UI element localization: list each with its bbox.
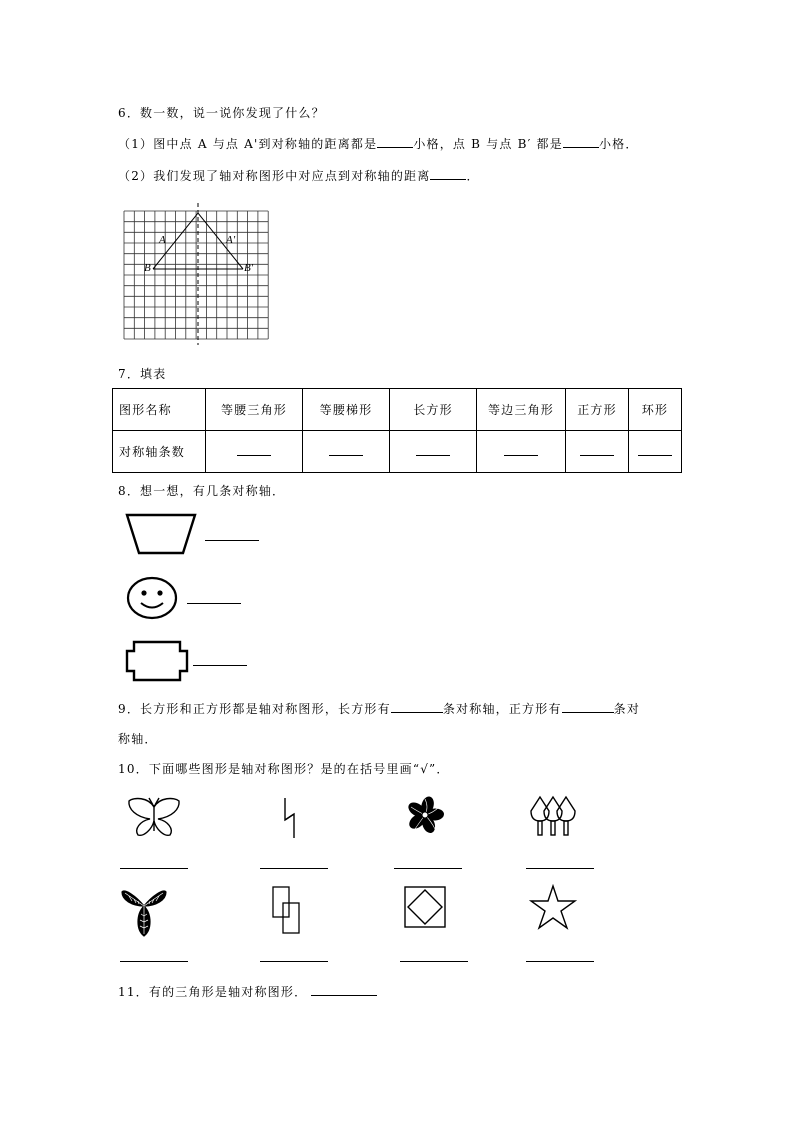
q7-answer-cell[interactable] bbox=[566, 431, 629, 473]
q6-part2-text-a: （2）我们发现了轴对称图形中对应点到对称轴的距离 bbox=[118, 169, 431, 183]
q7-header-cell: 等边三角形 bbox=[477, 389, 566, 431]
q6-part1-text-b: 小格，点 B 与点 B′ 都是 bbox=[413, 137, 563, 151]
q10-answer-blank-4[interactable] bbox=[526, 868, 594, 869]
q10-answer-blank-6[interactable] bbox=[260, 961, 328, 962]
q9-answer-blank-2[interactable] bbox=[562, 711, 614, 713]
q7-header-cell: 等腰三角形 bbox=[206, 389, 303, 431]
q6-answer-blank-1[interactable] bbox=[377, 146, 413, 148]
q7-answer-blank[interactable] bbox=[638, 445, 672, 456]
q6-title: 6．数一数，说一说你发现了什么？ bbox=[118, 106, 325, 120]
q7-answer-cell[interactable] bbox=[629, 431, 682, 473]
q7-header-cell: 正方形 bbox=[566, 389, 629, 431]
q7-answer-blank[interactable] bbox=[237, 445, 271, 456]
q9-text-a: 9．长方形和正方形都是轴对称图形，长方形有 bbox=[118, 702, 391, 716]
q7-header-cell: 环形 bbox=[629, 389, 682, 431]
q6-grid-figure bbox=[122, 203, 276, 345]
q6-answer-blank-3[interactable] bbox=[430, 178, 466, 180]
q7-title: 7．填表 bbox=[118, 367, 167, 381]
q9-text-d: 称轴． bbox=[118, 732, 158, 746]
q10-answer-blank-2[interactable] bbox=[260, 868, 328, 869]
q7-row-label: 对称轴条数 bbox=[113, 431, 206, 473]
q8-answer-blank-2[interactable] bbox=[187, 603, 241, 604]
q8-answer-blank-3[interactable] bbox=[193, 665, 247, 666]
butterfly-icon bbox=[126, 795, 182, 839]
q6-part1 bbox=[118, 135, 639, 152]
q7-header-cell: 等腰梯形 bbox=[303, 389, 390, 431]
q6-label-A-prime: A' bbox=[226, 234, 236, 246]
overlapping-rectangles-icon bbox=[271, 885, 301, 935]
q11-answer-blank[interactable] bbox=[311, 994, 377, 996]
q10-answer-blank-7[interactable] bbox=[400, 961, 468, 962]
pinwheel-flower-icon bbox=[405, 795, 445, 835]
q10-answer-blank-8[interactable] bbox=[526, 961, 594, 962]
q6-grid-lines bbox=[124, 211, 268, 339]
q11-line bbox=[118, 983, 377, 1000]
q7-answer-blank[interactable] bbox=[580, 445, 614, 456]
q6-part1-text-c: 小格． bbox=[598, 137, 639, 151]
three-leaf-icon bbox=[120, 880, 168, 938]
q6-label-B: B bbox=[144, 262, 151, 274]
q6-part2 bbox=[118, 167, 480, 184]
q7-header-cell: 图形名称 bbox=[113, 389, 206, 431]
q7-answer-cell[interactable] bbox=[303, 431, 390, 473]
lightning-bolt-icon bbox=[281, 796, 299, 840]
q11-text: 11．有的三角形是轴对称图形． bbox=[118, 985, 308, 999]
q9-text-b: 条对称轴，正方形有 bbox=[442, 702, 562, 716]
q7-answer-cell[interactable] bbox=[390, 431, 477, 473]
q7-answer-cell[interactable] bbox=[477, 431, 566, 473]
three-trees-icon bbox=[527, 795, 579, 837]
q7-answer-blank[interactable] bbox=[329, 445, 363, 456]
smiley-face-figure bbox=[126, 576, 180, 620]
q7-answer-cell[interactable] bbox=[206, 431, 303, 473]
cross-rectangle-figure bbox=[125, 640, 189, 682]
q7-table bbox=[112, 388, 682, 473]
q6-part1-text-a: （1）图中点 A 与点 A'到对称轴的距离都是 bbox=[118, 137, 378, 151]
q7-answer-blank[interactable] bbox=[416, 445, 450, 456]
q10-answer-blank-3[interactable] bbox=[394, 868, 462, 869]
q10-answer-blank-5[interactable] bbox=[120, 961, 188, 962]
q6-part2-text-b: ． bbox=[466, 169, 480, 183]
q10-answer-blank-1[interactable] bbox=[120, 868, 188, 869]
q6-label-B-prime: B' bbox=[244, 262, 254, 274]
q7-answer-blank[interactable] bbox=[504, 445, 538, 456]
star-icon bbox=[529, 884, 577, 930]
q10-title: 10．下面哪些图形是轴对称图形？是的在括号里画“√”． bbox=[118, 762, 450, 776]
q7-header-cell: 长方形 bbox=[390, 389, 477, 431]
q8-answer-blank-1[interactable] bbox=[205, 540, 259, 541]
q6-answer-blank-2[interactable] bbox=[563, 146, 599, 148]
q7-header-row bbox=[113, 389, 682, 431]
q6-label-A: A bbox=[159, 234, 166, 246]
q9-line1 bbox=[118, 700, 640, 717]
q9-text-c: 条对 bbox=[613, 702, 641, 716]
trapezoid-figure bbox=[125, 513, 197, 555]
square-diamond-icon bbox=[403, 885, 447, 929]
q7-answer-row bbox=[113, 431, 682, 473]
q8-title: 8．想一想，有几条对称轴． bbox=[118, 484, 286, 498]
q9-answer-blank-1[interactable] bbox=[391, 711, 443, 713]
